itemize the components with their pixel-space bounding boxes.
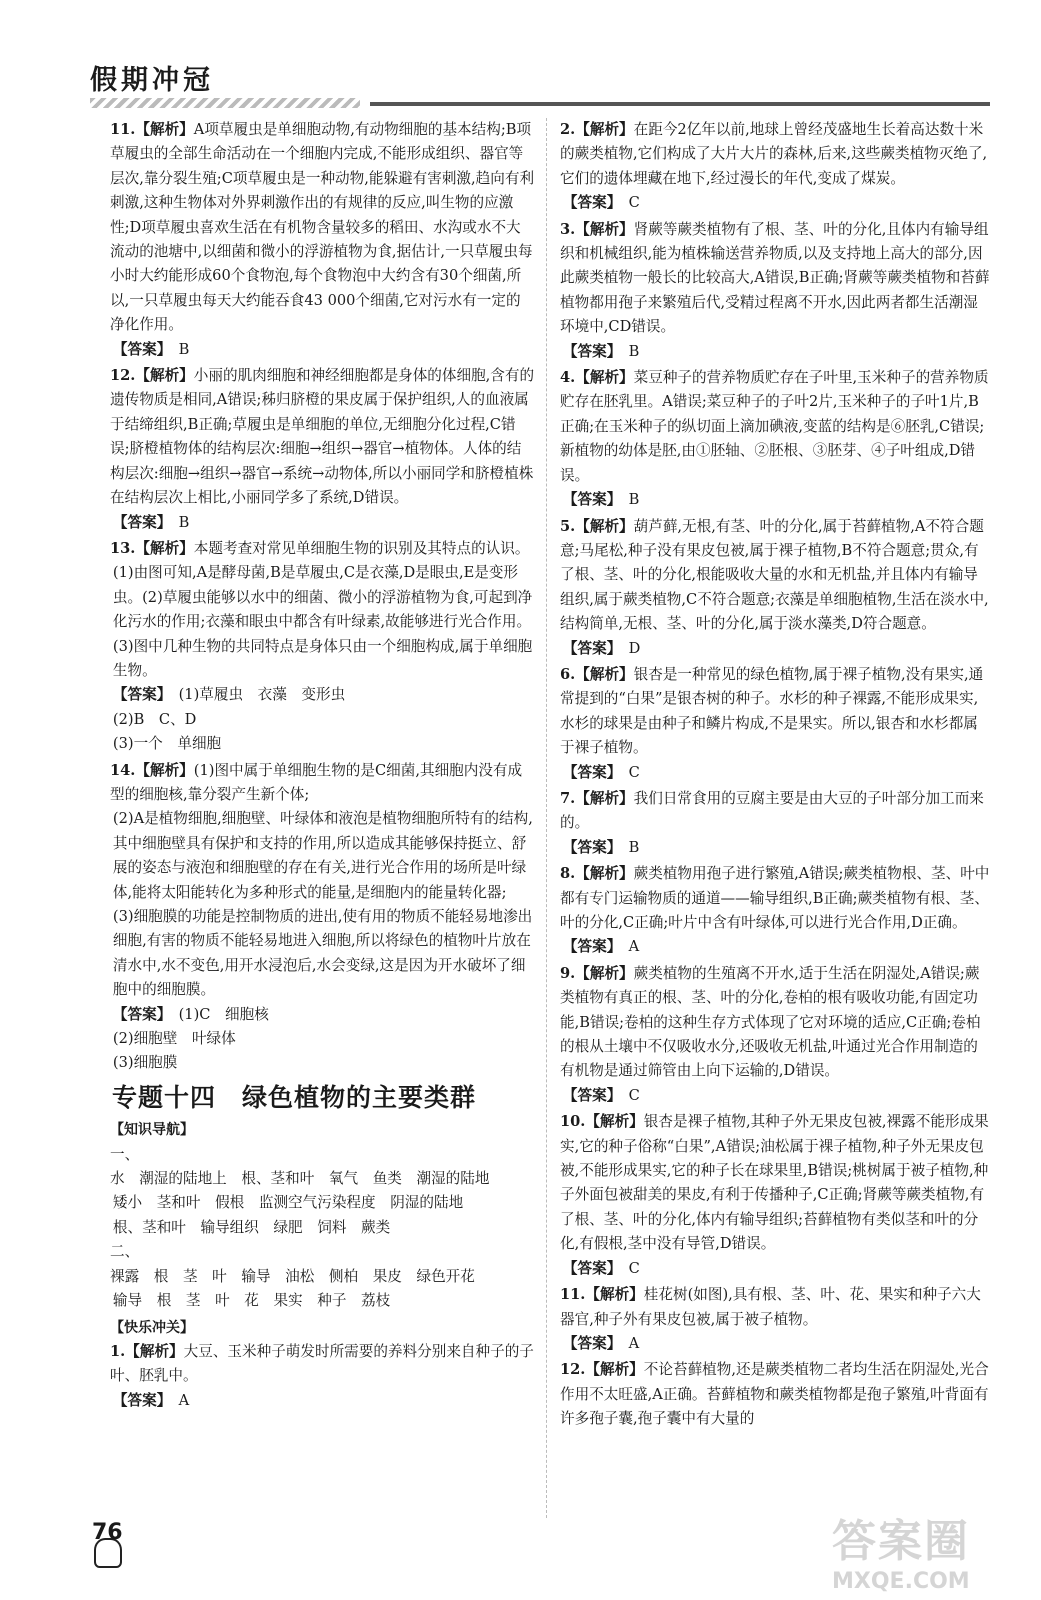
answer-line bbox=[110, 683, 535, 707]
answer-value: (2)B C、D bbox=[112, 710, 197, 728]
keyword-line: 根、茎和叶 输导组织 绿肥 饲料 蕨类 bbox=[112, 1218, 391, 1236]
answer-value: B bbox=[178, 340, 190, 358]
section-label: 【知识导航】 bbox=[110, 1122, 194, 1139]
answer-tag: 【答案】 bbox=[112, 686, 164, 704]
exercise-3 bbox=[560, 218, 992, 364]
page-header bbox=[80, 58, 990, 118]
answer-value: A bbox=[628, 1334, 640, 1352]
page-number: 76 bbox=[92, 1520, 123, 1545]
analysis-tag: 【解析】 bbox=[135, 121, 194, 138]
answer-tag: 【答案】 bbox=[562, 938, 614, 956]
answer-line bbox=[560, 935, 992, 959]
answer-tag: 【答案】 bbox=[112, 1005, 164, 1023]
keyword-line: 裸露 根 茎 叶 输导 油松 侧柏 果皮 绿色开花 bbox=[110, 1267, 475, 1285]
analysis-paragraph: (3)细胞膜的功能是控制物质的进出,使有用的物质不能轻易地渗出细胞,有害的物质不能轻易地进入细胞,所以将绿色的植物叶片放在清水中,水不变色,用开水浸泡后,水会变绿,这是因为开水破坏了细胞中的细胞膜。 bbox=[112, 908, 533, 999]
answer-value: C bbox=[628, 1086, 640, 1104]
answer-tag: 【答案】 bbox=[562, 1086, 614, 1104]
answer-tag: 【答案】 bbox=[562, 639, 614, 657]
answer-value: B bbox=[178, 513, 190, 531]
analysis-text: 菜豆种子的营养物质贮存在子叶里,玉米种子的营养物质贮存在胚乳里。A错误;菜豆种子的子叶2片,玉米种子的子叶1片,B正确;在玉米种子的纵切面上滴加碘液,变蓝的结构是⑥胚乳,C错误;新植物的幼体是胚,由①胚轴、②胚根、③胚芽、④子叶组成,D错误。 bbox=[560, 369, 989, 484]
exercise-11 bbox=[560, 1283, 992, 1356]
answer-tag: 【答案】 bbox=[562, 491, 614, 509]
analysis-tag: 【解析】 bbox=[575, 865, 634, 883]
keyword-line: 水 潮湿的陆地上 根、茎和叶 氧气 鱼类 潮湿的陆地 bbox=[110, 1170, 490, 1188]
watermark-logo: 答案圈 bbox=[832, 1516, 970, 1567]
analysis-text: 蕨类植物的生殖离不开水,适于生活在阴湿处,A错误;蕨类植物有真正的根、茎、叶的分化,卷柏的根有吸收功能,有固定功能,B错误;卷柏的这种生存方式体现了它对环境的适应,C正确;卷柏的根从土壤中不仅吸收水分,还吸收无机盐,叶通过光合作用制造的有机物是通过筛管由上向下运输的,D错误。 bbox=[560, 964, 981, 1080]
watermark bbox=[832, 1505, 1022, 1595]
exercise-12 bbox=[560, 1358, 992, 1431]
answer-tag: 【答案】 bbox=[112, 513, 164, 531]
question-number: 6. bbox=[560, 665, 576, 683]
exercise-6 bbox=[560, 663, 992, 785]
answer-value: C bbox=[628, 1259, 640, 1277]
question-number: 4. bbox=[560, 369, 576, 387]
analysis-text: 大豆、玉米种子萌发时所需要的养料分别来自种子的子叶、胚乳中。 bbox=[110, 1342, 534, 1385]
answer-line bbox=[560, 1332, 992, 1356]
answer-value: (3)一个 单细胞 bbox=[112, 735, 222, 753]
analysis-text: 小丽的肌肉细胞和神经细胞都是身体的体细胞,含有的遗传物质是相同,A错误;秭归脐橙的果皮属于保护组织,人的血液属于结缔组织,B正确;草履虫是单细胞的单位,无细胞分化过程,C错误;脐橙植物体的结构层次:细胞→组织→器官→植物体。人体的结构层次:细胞→组织→器官→系统→动物体,所以小丽同学和脐橙植株在结构层次上相比,小丽同学多了系统,D错误。 bbox=[110, 367, 535, 507]
analysis-tag: 【解析】 bbox=[585, 1286, 644, 1304]
answer-tag: 【答案】 bbox=[562, 763, 614, 781]
book-title: 假期冲冠 bbox=[90, 65, 214, 96]
question-number: 12. bbox=[560, 1361, 586, 1379]
answer-tag: 【答案】 bbox=[562, 194, 614, 212]
answer-value: A bbox=[628, 938, 640, 956]
analysis-text: 在距今2亿年以前,地球上曾经茂盛地生长着高达数十米的蕨类植物,它们构成了大片大片的森林,后来,这些蕨类植物灭绝了,它们的遗体埋藏在地下,经过漫长的年代,变成了煤炭。 bbox=[560, 121, 988, 187]
answer-line bbox=[110, 1389, 535, 1413]
subsection-number: 二、 bbox=[110, 1243, 140, 1261]
subsection-number: 一、 bbox=[110, 1145, 140, 1163]
answer-line bbox=[560, 191, 992, 215]
analysis-tag: 【解析】 bbox=[575, 789, 634, 807]
question-number: 5. bbox=[560, 517, 576, 535]
answer-tag: 【答案】 bbox=[562, 342, 614, 360]
exercise-4 bbox=[560, 366, 992, 512]
analysis-paragraph: (1)由图可知,A是酵母菌,B是草履虫,C是衣藻,D是眼虫,E是变形虫。(2)草履虫能够以水中的细菌、微小的浮游植物为食,可起到净化污水的作用;衣藻和眼虫中都含有叶绿素,故能够进行光合作用。 bbox=[112, 564, 533, 631]
analysis-paragraph: (3)图中几种生物的共同特点是身体只由一个细胞构成,属于单细胞生物。 bbox=[112, 637, 533, 679]
answer-line bbox=[560, 637, 992, 661]
analysis-text: A项草履虫是单细胞动物,有动物细胞的基本结构;B项草履虫的全部生命活动在一个细胞内完成,不能形成组织、器官等层次,靠分裂生殖;C项草履虫是一种动物,能躲避有害刺激,趋向有利刺激,这种生物体对外界刺激作出的有规律的反应,叫生物的应激性;D项草履虫喜欢生活在有机物含量较多的稻田、水沟或水不大流动的池塘中,以细菌和微小的浮游植物为食,据估计,一只草履虫每小时大约能形成60个食物泡,每个食物泡中大约含有30个细菌,所以,一只草履虫每天大约能吞食43 000个细菌,它对污水有一定的净化作用。 bbox=[110, 121, 535, 334]
answer-tag: 【答案】 bbox=[562, 1334, 614, 1352]
answer-line bbox=[110, 511, 535, 535]
analysis-text: 我们日常食用的豆腐主要是由大豆的子叶部分加工而来的。 bbox=[560, 789, 984, 832]
left-column bbox=[110, 118, 535, 1415]
analysis-text: 葫芦藓,无根,有茎、叶的分化,属于苔藓植物,A不符合题意;马尾松,种子没有果皮包被,属于裸子植物,B不符合题意;贯众,有了根、茎、叶的分化,根能吸收大量的水和无机盐,并且体内有输导组织,属于蕨类植物,C不符合题意;衣藻是单细胞植物,生活在淡水中,结构简单,无根、茎、叶的分化,属于淡水藻类,D符合题意。 bbox=[560, 517, 989, 633]
question-14 bbox=[110, 759, 535, 1076]
answer-value: C bbox=[628, 763, 640, 781]
analysis-tag: 【解析】 bbox=[575, 220, 634, 238]
analysis-text: 不论苔藓植物,还是蕨类植物二者均生活在阴湿处,光合作用不太旺盛,A正确。苔藓植物和蕨类植物都是孢子繁殖,叶背面有许多孢子囊,孢子囊中有大量的 bbox=[560, 1361, 989, 1428]
analysis-tag: 【解析】 bbox=[135, 539, 194, 557]
answer-value: (3)细胞膜 bbox=[112, 1054, 178, 1072]
right-column bbox=[560, 118, 992, 1434]
answer-line bbox=[560, 340, 992, 364]
exercise-7 bbox=[560, 787, 992, 860]
question-number: 2. bbox=[560, 121, 576, 138]
analysis-tag: 【解析】 bbox=[575, 121, 634, 138]
question-number: 11. bbox=[560, 1286, 586, 1304]
answer-line bbox=[560, 836, 992, 860]
exercise-2 bbox=[560, 118, 992, 216]
question-number: 9. bbox=[560, 964, 576, 982]
analysis-text: 银杏是裸子植物,其种子外无果皮包被,裸露不能形成果实,它的种子俗称“白果”,A错误;油松属于裸子植物,种子外无果皮包被,不能形成果实,它的种子长在球果里,B错误;桃树属于被子植物,种子外面包被甜美的果皮,有利于传播种子,C正确;肾蕨等蕨类植物,有了根、茎、叶的分化,体内有输导组织;苔藓植物有类似茎和叶的分化,有假根,茎中没有导管,D错误。 bbox=[560, 1113, 989, 1253]
answer-line bbox=[560, 761, 992, 785]
analysis-tag: 【解析】 bbox=[575, 517, 634, 535]
answer-tag: 【答案】 bbox=[112, 1391, 164, 1409]
answer-tag: 【答案】 bbox=[562, 1259, 614, 1277]
answer-line bbox=[110, 1003, 535, 1027]
answer-line bbox=[560, 1257, 992, 1281]
question-number: 12. bbox=[110, 367, 136, 385]
exercise-1 bbox=[110, 1340, 535, 1413]
analysis-tag: 【解析】 bbox=[575, 964, 634, 982]
analysis-paragraph: (2)A是植物细胞,细胞壁、叶绿体和液泡是植物细胞所特有的结构,其中细胞壁具有保护和支持的作用,所以造成其能够保持挺立、舒展的姿态与液泡和细胞壁的存在有关,进行光合作用的场所是叶绿体,能将太阳能转化为多种形式的能量,是细胞内的能量转化器; bbox=[112, 810, 533, 901]
watermark-url: MXQE.COM bbox=[832, 1569, 970, 1594]
answer-value: C bbox=[628, 194, 640, 212]
answer-value: B bbox=[628, 838, 640, 856]
question-11 bbox=[110, 118, 535, 362]
question-number: 3. bbox=[560, 220, 576, 238]
analysis-tag: 【解析】 bbox=[575, 665, 634, 683]
answer-tag: 【答案】 bbox=[562, 838, 614, 856]
answer-tag: 【答案】 bbox=[112, 340, 164, 358]
exercise-5 bbox=[560, 515, 992, 661]
header-decoration bbox=[90, 98, 360, 108]
analysis-tag: 【解析】 bbox=[585, 1361, 644, 1379]
analysis-tag: 【解析】 bbox=[135, 367, 194, 385]
answer-value: (2)细胞壁 叶绿体 bbox=[112, 1030, 236, 1048]
question-number: 7. bbox=[560, 789, 576, 807]
topic-title: 专题十四 绿色植物的主要类群 bbox=[112, 1082, 477, 1112]
analysis-text: (1)图中属于单细胞生物的是C细菌,其细胞内没有成型的细胞核,靠分裂产生新个体; bbox=[110, 761, 523, 803]
header-rule bbox=[370, 102, 990, 106]
keyword-line: 矮小 茎和叶 假根 监测空气污染程度 阴湿的陆地 bbox=[112, 1194, 464, 1212]
question-number: 1. bbox=[110, 1342, 126, 1360]
exercise-10 bbox=[560, 1110, 992, 1281]
question-number: 11. bbox=[110, 121, 136, 138]
question-12 bbox=[110, 364, 535, 535]
exercise-8 bbox=[560, 862, 992, 960]
question-number: 14. bbox=[110, 761, 136, 779]
answer-value: (1)C 细胞核 bbox=[178, 1005, 269, 1023]
analysis-text: 桂花树(如图),具有根、茎、叶、花、果实和种子六大器官,种子外有果皮包被,属于被子植物。 bbox=[560, 1286, 981, 1328]
answer-value: A bbox=[178, 1391, 190, 1409]
question-13 bbox=[110, 537, 535, 757]
analysis-tag: 【解析】 bbox=[135, 761, 194, 779]
answer-line bbox=[560, 488, 992, 512]
answer-value: D bbox=[628, 639, 641, 657]
keyword-line: 输导 根 茎 叶 花 果实 种子 荔枝 bbox=[112, 1292, 391, 1310]
question-number: 8. bbox=[560, 865, 576, 883]
exercise-9 bbox=[560, 962, 992, 1108]
answer-value: B bbox=[628, 342, 640, 360]
analysis-text: 银杏是一种常见的绿色植物,属于裸子植物,没有果实,通常提到的“白果”是银杏树的种子。水杉的种子裸露,不能形成果实,水杉的球果是由种子和鳞片构成,不是果实。所以,银杏和水杉都属于裸子植物。 bbox=[560, 665, 984, 757]
analysis-tag: 【解析】 bbox=[575, 369, 634, 387]
section-label: 【快乐冲关】 bbox=[110, 1319, 194, 1336]
analysis-text: 蕨类植物用孢子进行繁殖,A错误;蕨类植物根、茎、叶中都有专门运输物质的通道——输导组织,B正确;蕨类植物有根、茎、叶的分化,C正确;叶片中含有叶绿体,可以进行光合作用,D正确。 bbox=[560, 865, 990, 931]
analysis-text: 肾蕨等蕨类植物有了根、茎、叶的分化,且体内有输导组织和机械组织,能为植株输送营养物质,以及支持地上高大的部分,因此蕨类植物一般长的比较高大,A错误,B正确;肾蕨等蕨类植物和苔藓植物都用孢子来繁殖后代,受精过程离不开水,因此两者都生活潮湿环境中,CD错误。 bbox=[560, 220, 990, 336]
answer-value: B bbox=[628, 491, 640, 509]
analysis-tag: 【解析】 bbox=[585, 1113, 644, 1131]
column-divider bbox=[546, 118, 547, 1518]
analysis-text: 本题考查对常见单细胞生物的识别及其特点的认识。 bbox=[193, 539, 530, 557]
answer-value: (1)草履虫 衣藻 变形虫 bbox=[178, 686, 346, 704]
question-number: 10. bbox=[560, 1113, 586, 1131]
answer-line bbox=[110, 338, 535, 362]
analysis-tag: 【解析】 bbox=[125, 1342, 184, 1360]
answer-line bbox=[560, 1084, 992, 1108]
question-number: 13. bbox=[110, 539, 136, 557]
